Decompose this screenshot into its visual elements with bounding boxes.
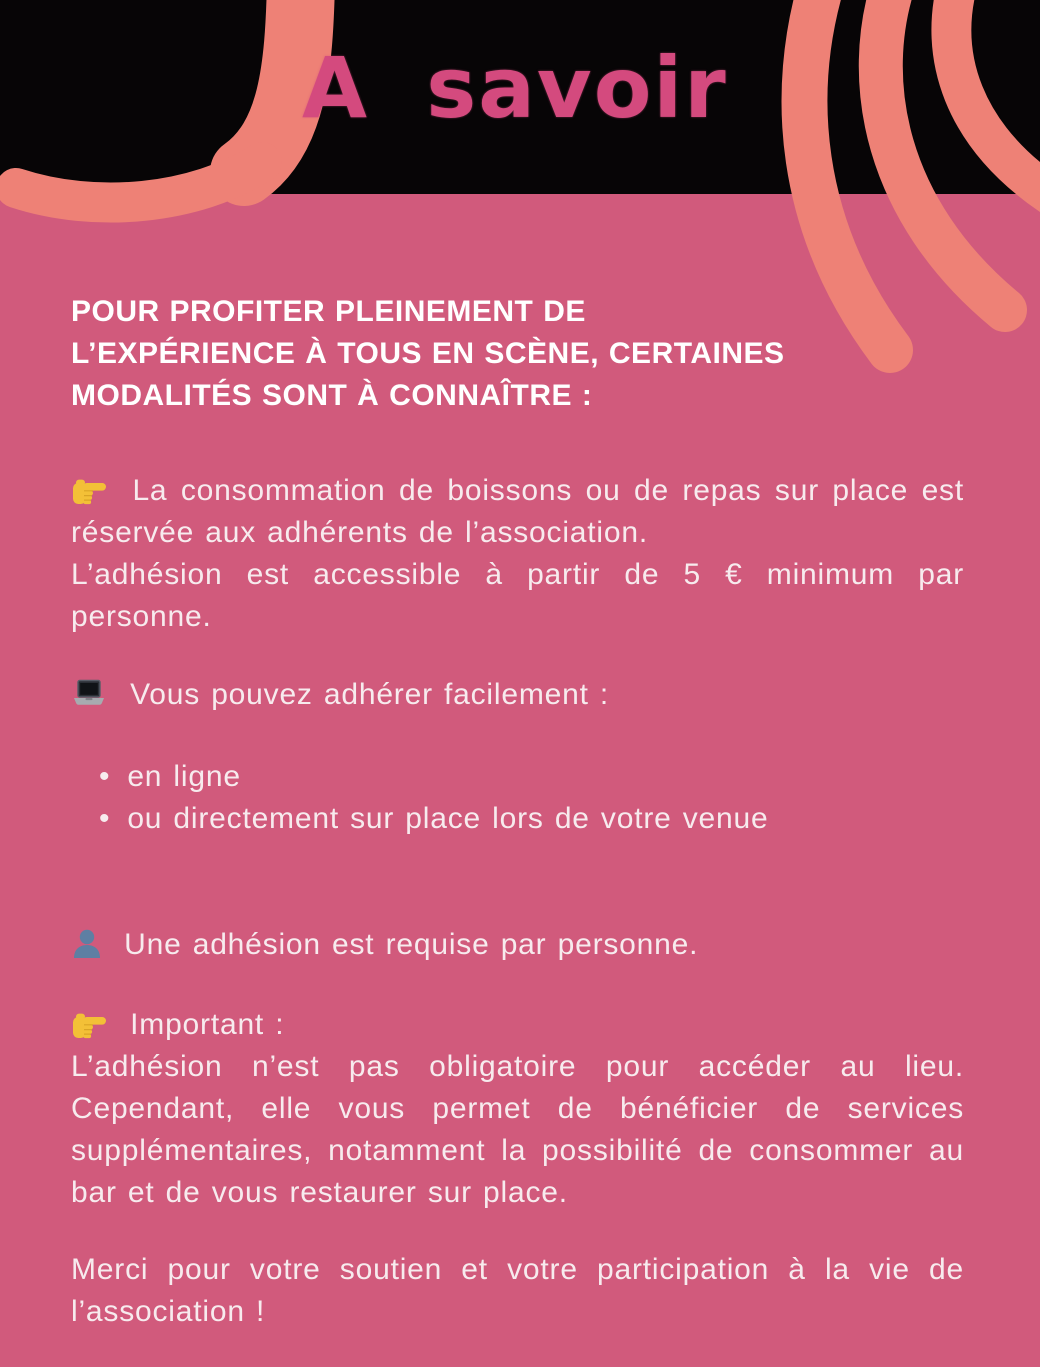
pointing-hand-icon: [71, 1009, 107, 1039]
intro-heading: [71, 291, 964, 417]
pointing-hand-icon: [71, 475, 107, 505]
important-body: L’adhésion n’est pas obligatoire pour accéder au lieu. Cependant, elle vous permet de bénéficier de services supplémentaires, notamment la possibilité de consommer au bar et de vous restaurer sur place.: [71, 1050, 964, 1209]
membership-paragraph: [71, 924, 964, 966]
consumption-text-line2: L’adhésion est accessible à partir de 5 € minimum par personne.: [71, 558, 964, 633]
intro-heading-line2: L’EXPÉRIENCE À TOUS EN SCÈNE, CERTAINES: [71, 337, 785, 370]
join-options-list: [71, 756, 964, 840]
person-icon: [71, 928, 103, 960]
consumption-text-line1: La consommation de boissons ou de repas sur place est réservée aux adhérents de l’association.: [71, 474, 964, 549]
intro-heading-line1: POUR PROFITER PLEINEMENT DE: [71, 295, 586, 328]
content: [71, 0, 964, 1333]
page-title: A savoir: [302, 39, 728, 137]
thanks-text: Merci pour votre soutien et votre participation à la vie de l’association !: [71, 1253, 964, 1328]
join-option-onsite: ou directement sur place lors de votre venue: [127, 802, 769, 835]
important-paragraph: [71, 1004, 964, 1214]
join-paragraph: [71, 674, 964, 716]
join-option-online: en ligne: [127, 760, 241, 793]
laptop-icon: [71, 679, 107, 709]
intro-heading-line3: MODALITÉS SONT À CONNAÎTRE :: [71, 379, 593, 412]
consumption-paragraph: [71, 470, 964, 638]
join-text: Vous pouvez adhérer facilement :: [130, 678, 610, 711]
membership-text: Une adhésion est requise par personne.: [124, 928, 699, 961]
list-item: [99, 798, 964, 840]
list-item: [99, 756, 964, 798]
important-label: Important :: [130, 1008, 285, 1041]
thanks-paragraph: [71, 1249, 964, 1333]
